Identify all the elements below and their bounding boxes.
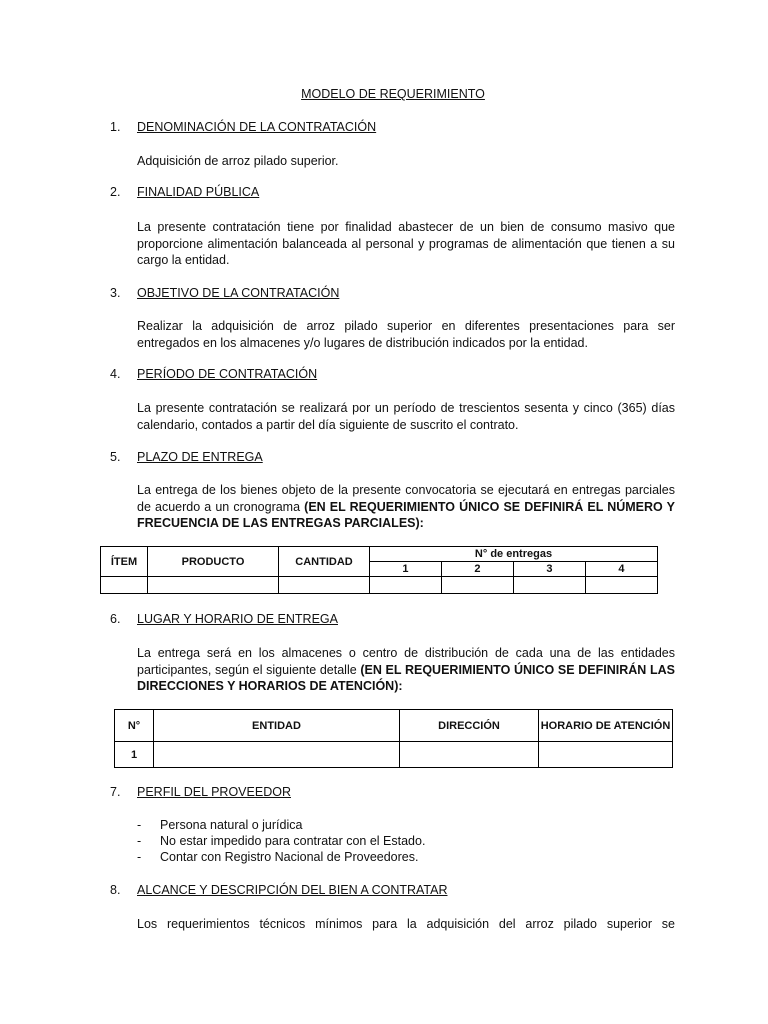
section-1-text: Adquisición de arroz pilado superior.	[137, 154, 339, 168]
entrega-1: 1	[370, 562, 442, 577]
col-cantidad: CANTIDAD	[279, 547, 370, 577]
provider-requirements-list	[137, 817, 425, 865]
row-number: 1	[115, 742, 154, 768]
col-direccion: DIRECCIÓN	[400, 710, 539, 742]
entrega-4: 4	[585, 562, 657, 577]
list-item: - Persona natural o jurídica	[137, 818, 303, 832]
section-5-text: La entrega de los bienes objeto de la presente convocatoria se ejecutará en entregas parciales de acuerdo a un cronograma (EN EL REQUERIMIENTO ÚNICO SE DEFINIRÁ EL NÚMERO Y FRECUENCIA DE LAS ENTREGAS PARCIALES):	[137, 483, 675, 530]
list-item: - Contar con Registro Nacional de Proveedores.	[137, 850, 419, 864]
locations-table	[114, 709, 673, 768]
section-4-text: La presente contratación se realizará por un período de trescientos sesenta y cinco (365) días calendario, contados a partir del día siguiente de suscrito el contrato.	[137, 401, 675, 432]
section-6-heading: 6. LUGAR Y HORARIO DE ENTREGA	[110, 612, 338, 626]
section-2-text: La presente contratación tiene por finalidad abastecer de un bien de consumo masivo que proporcione alimentación balanceada al personal y programas de alimentación que tienen a su cargo la entidad.	[137, 220, 675, 267]
col-entidad: ENTIDAD	[154, 710, 400, 742]
section-4-heading: 4. PERÍODO DE CONTRATACIÓN	[110, 367, 318, 381]
section-3-heading: 3. OBJETIVO DE LA CONTRATACIÓN	[110, 286, 340, 300]
entrega-2: 2	[441, 562, 513, 577]
document-title: MODELO DE REQUERIMIENTO	[301, 87, 485, 101]
section-1-heading: 1. DENOMINACIÓN DE LA CONTRATACIÓN	[110, 120, 377, 134]
section-5-heading: 5. PLAZO DE ENTREGA	[110, 450, 263, 464]
entrega-3: 3	[513, 562, 585, 577]
section-2-heading: 2. FINALIDAD PÚBLICA	[110, 185, 260, 199]
section-6-text: La entrega será en los almacenes o centro de distribución de cada una de las entidades participantes, según el siguiente detalle (EN EL REQUERIMIENTO ÚNICO SE DEFINIRÁN LAS DIRECCIONES Y HORARIOS DE ATENCIÓN):	[137, 646, 675, 693]
table-row	[115, 742, 673, 768]
section-7-heading: 7. PERFIL DEL PROVEEDOR	[110, 785, 291, 799]
table-row	[101, 577, 658, 594]
col-item: ÍTEM	[101, 547, 148, 577]
list-item: - No estar impedido para contratar con el Estado.	[137, 834, 426, 848]
col-entregas: N° de entregas	[370, 547, 658, 562]
col-horario: HORARIO DE ATENCIÓN	[539, 710, 673, 742]
section-8-heading: 8. ALCANCE Y DESCRIPCIÓN DEL BIEN A CONTRATAR	[110, 883, 448, 897]
section-3-text: Realizar la adquisición de arroz pilado superior en diferentes presentaciones para ser entregados en los almacenes y/o lugares de distribución indicados por la entidad.	[137, 319, 675, 350]
col-producto: PRODUCTO	[148, 547, 279, 577]
deliveries-table	[100, 546, 658, 594]
section-8-text: Los requerimientos técnicos mínimos para la adquisición del arroz pilado superior se	[137, 917, 675, 931]
col-n: N°	[115, 710, 154, 742]
